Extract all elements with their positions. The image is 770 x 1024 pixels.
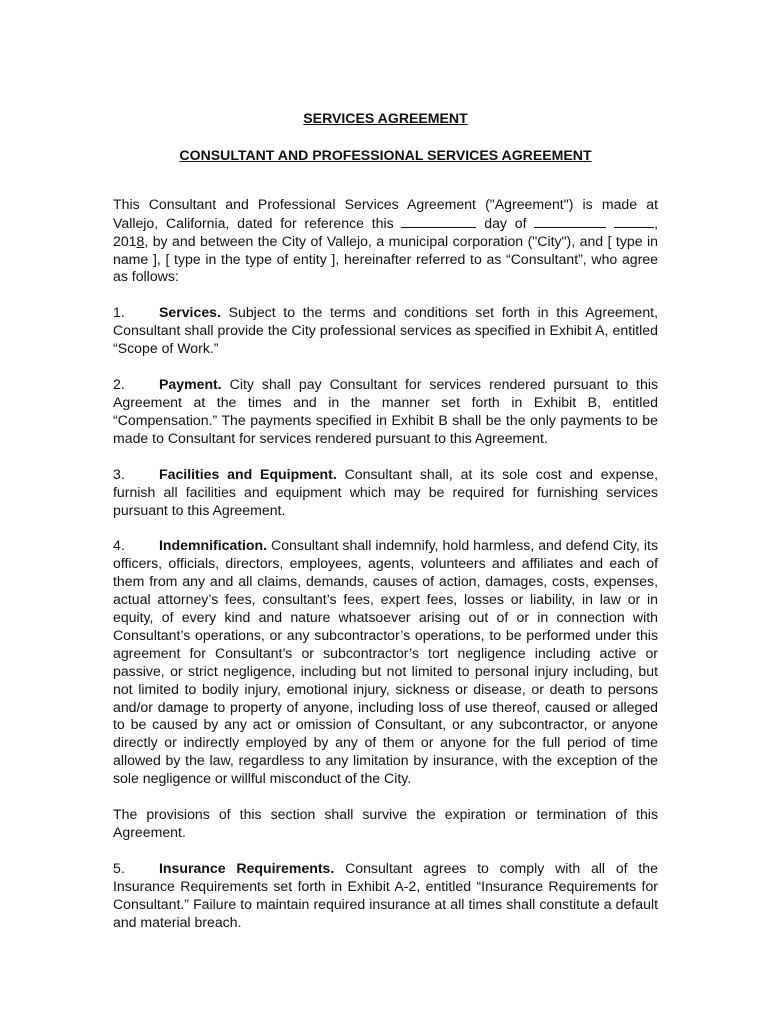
reference-date-blank[interactable] [401,214,476,228]
section-heading: Services. [159,304,221,321]
month-blank-continued[interactable] [614,214,654,228]
intro-paragraph [113,196,658,287]
intro-text-2: day of [484,214,527,231]
document-title: SERVICES AGREEMENT [303,110,468,126]
section-payment [113,376,658,448]
section-text: Consultant shall, at its sole cost and expense, furnish all facilities and equipment which may be required for furnishing services pursuant to this Agreement. [113,465,659,518]
section-heading: Indemnification. [159,537,268,554]
intro-text-4: , by and between the City of Vallejo, a municipal corporation ("City"), and [ type in name ], [ type in the type of entity ], hereinafter referred to as “Consultant”, who agree as follows: [113,232,658,285]
section-text: Subject to the terms and conditions set forth in this Agreement, Consultant shall provide the City professional services as specified in Exhibit A, entitled “Scope of Work.” [113,304,658,357]
section-insurance [113,860,658,932]
year-digit[interactable]: 8 [136,232,145,249]
section-text: Consultant agrees to comply with all of the Insurance Requirements set forth in Exhibit A-2, entitled “Insurance Requirements for Consultant.” Failure to maintain required insurance at all times shall constitute a default and material breach. [113,859,658,930]
section-number: 4. [113,537,125,554]
section-indemnification [113,537,658,788]
section-facilities [113,466,658,520]
intro-text-1: This Consultant and Professional Services Agreement ("Agreement") is made at Vallejo, California, dated for reference this [113,195,658,231]
section-heading: Insurance Requirements. [159,859,335,876]
section-text: City shall pay Consultant for services rendered pursuant to this Agreement at the times and in the manner set forth in Exhibit B, entitled “Compensation.” The payments specified in Exhibit B shall be the only payments to be made to Consultant for services rendered pursuant to this Agreement. [113,376,658,446]
document-page [113,110,658,932]
section-heading: Facilities and Equipment. [159,465,337,482]
section-number: 5. [113,859,125,876]
section-number: 1. [113,304,125,321]
section-number: 2. [113,376,125,393]
section-services [113,304,658,358]
section-number: 3. [113,465,125,482]
month-blank[interactable] [534,214,606,228]
section-heading: Payment. [159,376,222,393]
section-text: Consultant shall indemnify, hold harmless, and defend City, its officers, officials, directors, employees, agents, volunteers and affiliates and each of them from any and all claims, demands, causes of action, damages, costs, expenses, actual attorney’s fees, consultant’s fees, expert fees, losses or liability, in law or in equity, of every kind and nature whatsoever arising out of or in connection with Consultant’s operations, or any subcontractor’s operations, to be performed under this agreement for Consultant’s or subcontractor’s tort negligence including active or passive, or strict negligence, including but not limited to personal injury including, but not limited to bodily injury, emotional injury, sickness or disease, or death to persons and/or damage to property of anyone, including loss of use thereof, caused or alleged to be caused by any act or omission of Consultant, or any subcontractor, or anyone directly or indirectly employed by any of them or anyone for the full period of time allowed by the law, regardless to any limitation by insurance, with the exception of the sole negligence or willful misconduct of the City. [113,537,658,787]
survival-paragraph: The provisions of this section shall survive the expiration or termination of this Agreement. [113,806,658,840]
document-subtitle: CONSULTANT AND PROFESSIONAL SERVICES AGREEMENT [179,146,592,163]
intro-text-3: , 201 [113,214,658,249]
